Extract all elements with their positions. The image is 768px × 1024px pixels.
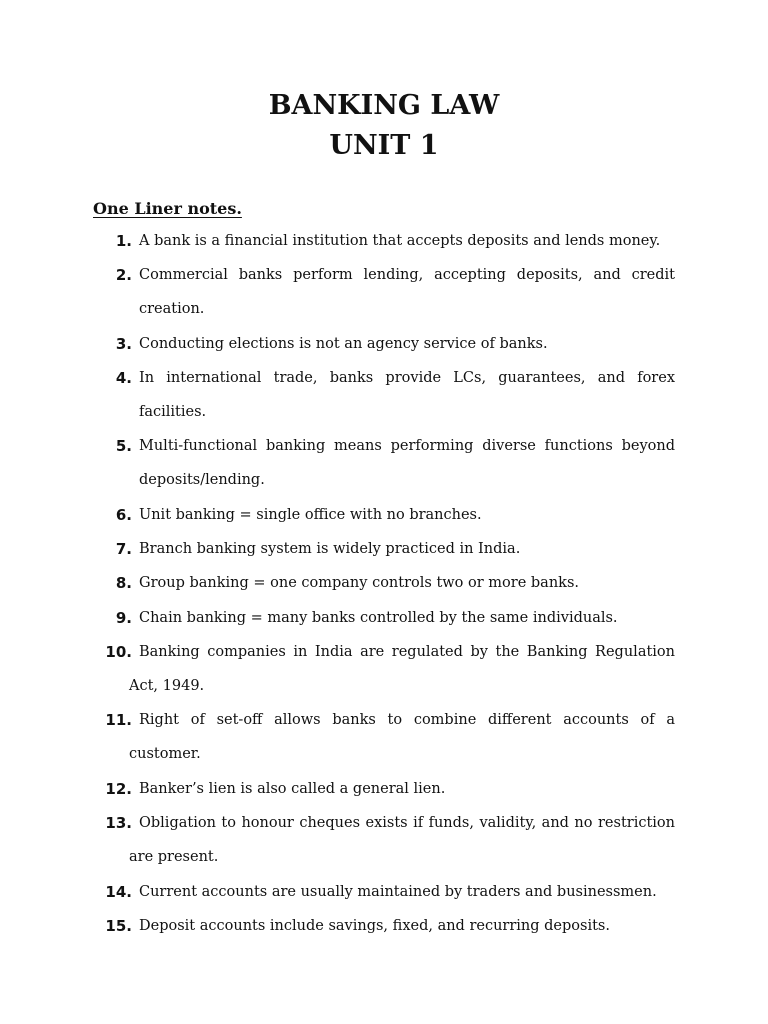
list-item-text: In international trade, banks provide LCs, guarantees, and forex facilities. — [139, 370, 675, 420]
list-item-text: Commercial banks perform lending, accepting deposits, and credit creation. — [139, 267, 675, 317]
list-item-number: 3. — [115, 335, 132, 353]
list-item-text: Branch banking system is widely practiced in India. — [139, 541, 521, 557]
list-item-text: Banker’s lien is also called a general lien. — [139, 781, 446, 797]
list-item-text: Multi-functional banking means performing diverse functions beyond deposits/lending. — [139, 438, 675, 488]
list-item-text: A bank is a financial institution that accepts deposits and lends money. — [139, 233, 661, 249]
list-item-text: Chain banking = many banks controlled by the same individuals. — [139, 610, 618, 626]
list-item-number: 6. — [115, 506, 132, 524]
list-item-text: Group banking = one company controls two or more banks. — [139, 575, 579, 591]
list-item-number: 15. — [105, 917, 132, 935]
list-item-number: 11. — [105, 711, 132, 729]
list-item-text: Unit banking = single office with no branches. — [139, 507, 482, 523]
list-item-number: 10. — [105, 643, 132, 661]
list-item-text: Current accounts are usually maintained by traders and businessmen. — [139, 884, 657, 900]
list-item-number: 7. — [115, 540, 132, 558]
list-item-text: Obligation to honour cheques exists if funds, validity, and no restriction are present. — [129, 815, 675, 865]
list-item-number: 13. — [105, 814, 132, 832]
section-heading: One Liner notes. — [93, 199, 242, 218]
list-item-text: Right of set-off allows banks to combine different accounts of a customer. — [129, 712, 675, 762]
list-item-number: 9. — [115, 609, 132, 627]
list-item-number: 5. — [115, 437, 132, 455]
list-item-number: 4. — [115, 369, 132, 387]
list-item-text: Conducting elections is not an agency service of banks. — [139, 336, 548, 352]
list-item-number: 2. — [115, 266, 132, 284]
list-item-number: 8. — [115, 574, 132, 592]
list-item-number: 1. — [115, 232, 132, 250]
document-title: BANKING LAW — [268, 90, 500, 121]
list-item-number: 14. — [105, 883, 132, 901]
unit-title: UNIT 1 — [329, 130, 439, 161]
list-item-number: 12. — [105, 780, 132, 798]
list-item-text: Deposit accounts include savings, fixed, and recurring deposits. — [139, 918, 610, 934]
list-item-text: Banking companies in India are regulated by the Banking Regulation Act, 1949. — [129, 644, 675, 694]
